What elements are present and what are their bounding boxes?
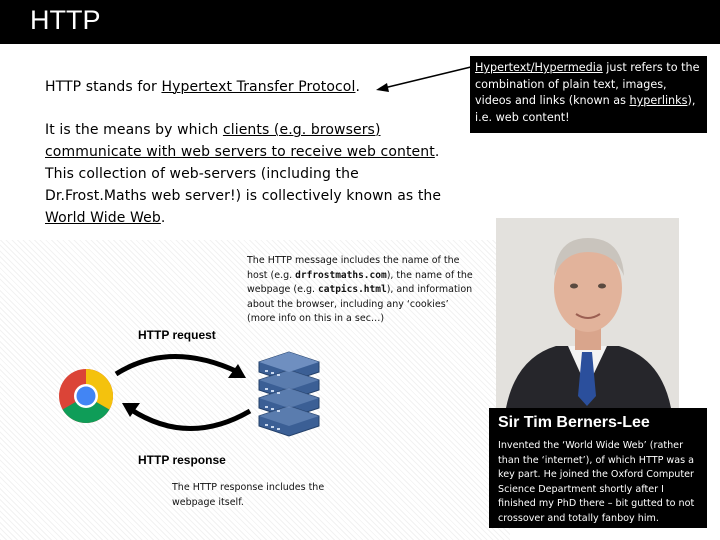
request-note-part-1: The HTTP message includes the name of the host (e.g. [247, 255, 460, 281]
bio-box [489, 408, 707, 528]
world-wide-web-term: World Wide Web [45, 210, 161, 226]
hypertext-note-text-2: ), i.e. web content! [475, 94, 696, 124]
request-note-part-2: ), the name of the webpage (e.g. [247, 269, 473, 295]
portrait-illustration [496, 218, 679, 408]
server-stack-icon [255, 348, 323, 444]
bio-name: Sir Tim Berners-Lee [498, 414, 650, 431]
hypertext-hypermedia-term: Hypertext/Hypermedia [475, 61, 603, 74]
chrome-icon [58, 368, 114, 424]
request-host: drfrostmaths.com [295, 269, 387, 281]
response-note: The HTTP response includes the webpage itself. [172, 482, 325, 508]
hypertext-note-box [470, 56, 707, 133]
request-arrow [110, 340, 250, 390]
http-request-label: HTTP request [138, 328, 216, 342]
p2-text-before: It is the means by which [45, 122, 223, 138]
hypertext-note-text-1: just refers to the combination of plain text, images, videos and links (known as [475, 61, 700, 107]
request-page: catpics.html [318, 284, 387, 295]
intro-paragraph-1 [45, 76, 425, 98]
pointer-arrow [370, 60, 480, 100]
p1-text-after: . [355, 79, 361, 95]
clients-communicate-term: clients (e.g. browsers) communicate with web servers to receive web content [45, 122, 435, 160]
tim-berners-lee-portrait [496, 218, 679, 408]
p2-text-after: . [160, 210, 166, 226]
hypertext-transfer-protocol-term: Hypertext Transfer Protocol [161, 79, 356, 95]
bio-text: Invented the ‘World Wide Web’ (rather than the ‘internet’), of which HTTP was a key part. He joined the Oxford Computer Science Department shortly after I finished my PhD there – bit gutted to not crossover and totally fanboy him. [498, 440, 695, 524]
hyperlinks-term: hyperlinks [629, 94, 688, 107]
slide-title: HTTP [30, 5, 101, 35]
p2-text-middle: . This collection of web-servers (including the Dr.Frost.Maths web server!) is collectively known as the [45, 144, 442, 204]
request-note-part-3: ), and information about the browser, including any ‘cookies’ (more info on this in a sec…) [247, 284, 473, 324]
p1-text-before: HTTP stands for [45, 79, 162, 95]
intro-paragraph-2 [45, 119, 455, 229]
request-note [247, 254, 477, 327]
title-bar [0, 0, 720, 44]
http-response-label: HTTP response [138, 453, 226, 467]
response-arrow [118, 395, 258, 445]
